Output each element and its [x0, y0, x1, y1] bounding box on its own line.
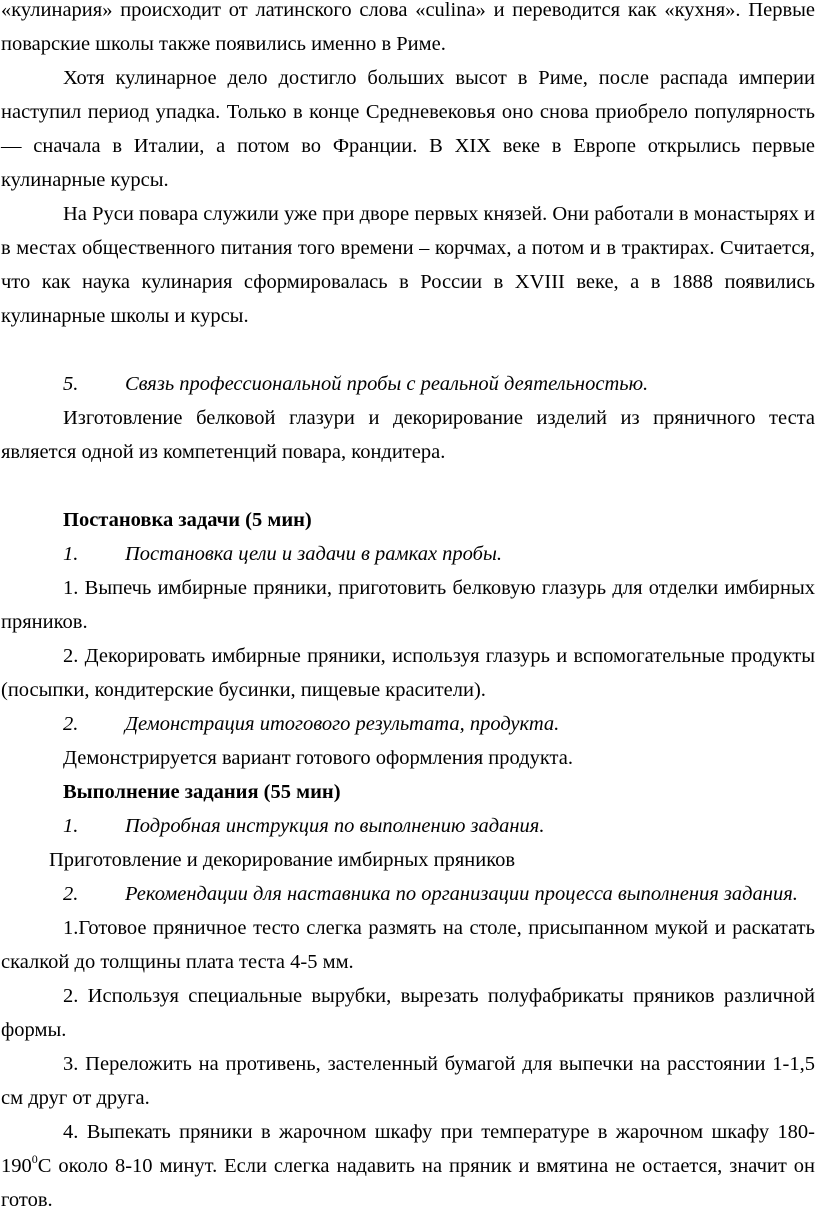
- execution-subtitle: Приготовление и декорирование имбирных пряников: [49, 849, 516, 871]
- execution-item-1-number: 1.: [63, 815, 79, 837]
- task-heading: Постановка задачи (5 мин): [63, 509, 312, 531]
- section-5-number: 5.: [63, 373, 79, 395]
- history-paragraph-2: Хотя кулинарное дело достигло больших высот в Риме, после распада империи наступил период упадка. Только в конце Средневековья оно снова приобрело популярность — сначала в Италии, а потом во Франции. В XIX веке в Европе открылись первые кулинарные курсы.: [1, 67, 815, 191]
- demo-text: Демонстрируется вариант готового оформления продукта.: [63, 747, 573, 769]
- execution-step-4-part-a: 4. Выпекать пряники в жарочном шкафу при температуре в жарочном шкафу 180- 190: [1, 1121, 815, 1177]
- task-item-2-title: Демонстрация итогового результата, продукта.: [125, 713, 560, 735]
- execution-step-1: 1.Готовое пряничное тесто слегка размять на столе, присыпанном мукой и раскатать скалкой до толщины плата теста 4-5 мм.: [1, 917, 815, 973]
- history-paragraph-1: «кулинария» происходит от латинского слова «culina» и переводится как «кухня». Первые поварские школы также появились именно в Риме.: [1, 0, 815, 55]
- section-5-text: Изготовление белковой глазури и декорирование изделий из пряничного теста является одной из компетенций повара, кондитера.: [1, 407, 815, 463]
- execution-item-1: [1, 809, 815, 843]
- task-item-1-title: Постановка цели и задачи в рамках пробы.: [125, 543, 502, 565]
- task-step-1: 1. Выпечь имбирные пряники, приготовить белковую глазурь для отделки имбирных пряников.: [1, 577, 815, 633]
- section-5-title: Связь профессиональной пробы с реальной деятельностью.: [125, 373, 649, 395]
- degree-superscript: 0: [31, 1152, 38, 1166]
- execution-item-1-title: Подробная инструкция по выполнению задания.: [125, 815, 545, 837]
- execution-step-4: [1, 1115, 815, 1217]
- section-5-heading: [1, 367, 815, 401]
- task-item-2: [1, 707, 815, 741]
- task-item-1-number: 1.: [63, 543, 79, 565]
- execution-item-2-number: 2.: [63, 883, 79, 905]
- execution-step-3: 3. Переложить на противень, застеленный бумагой для выпечки на расстоянии 1-1,5 см друг от друга.: [1, 1053, 815, 1109]
- execution-step-4-part-b: С около 8-10 минут. Если слегка надавить на пряник и вмятина не остается, значит он готов.: [1, 1155, 815, 1211]
- task-item-2-number: 2.: [63, 713, 79, 735]
- task-step-2: 2. Декорировать имбирные пряники, используя глазурь и вспомогательные продукты (посыпки, кондитерские бусинки, пищевые красители).: [1, 645, 815, 701]
- history-paragraph-3: На Руси повара служили уже при дворе первых князей. Они работали в монастырях и в местах общественного питания того времени – корчмах, а потом и в трактирах. Считается, что как наука кулинария сформировалась в России в XVIII веке, а в 1888 появились кулинарные школы и курсы.: [1, 203, 815, 327]
- execution-step-2: 2. Используя специальные вырубки, вырезать полуфабрикаты пряников различной формы.: [1, 985, 815, 1041]
- execution-item-2: [1, 877, 815, 911]
- execution-item-2-title: Рекомендации для наставника по организации процесса выполнения задания.: [125, 883, 798, 905]
- execution-heading: Выполнение задания (55 мин): [63, 781, 341, 803]
- task-item-1: [1, 537, 815, 571]
